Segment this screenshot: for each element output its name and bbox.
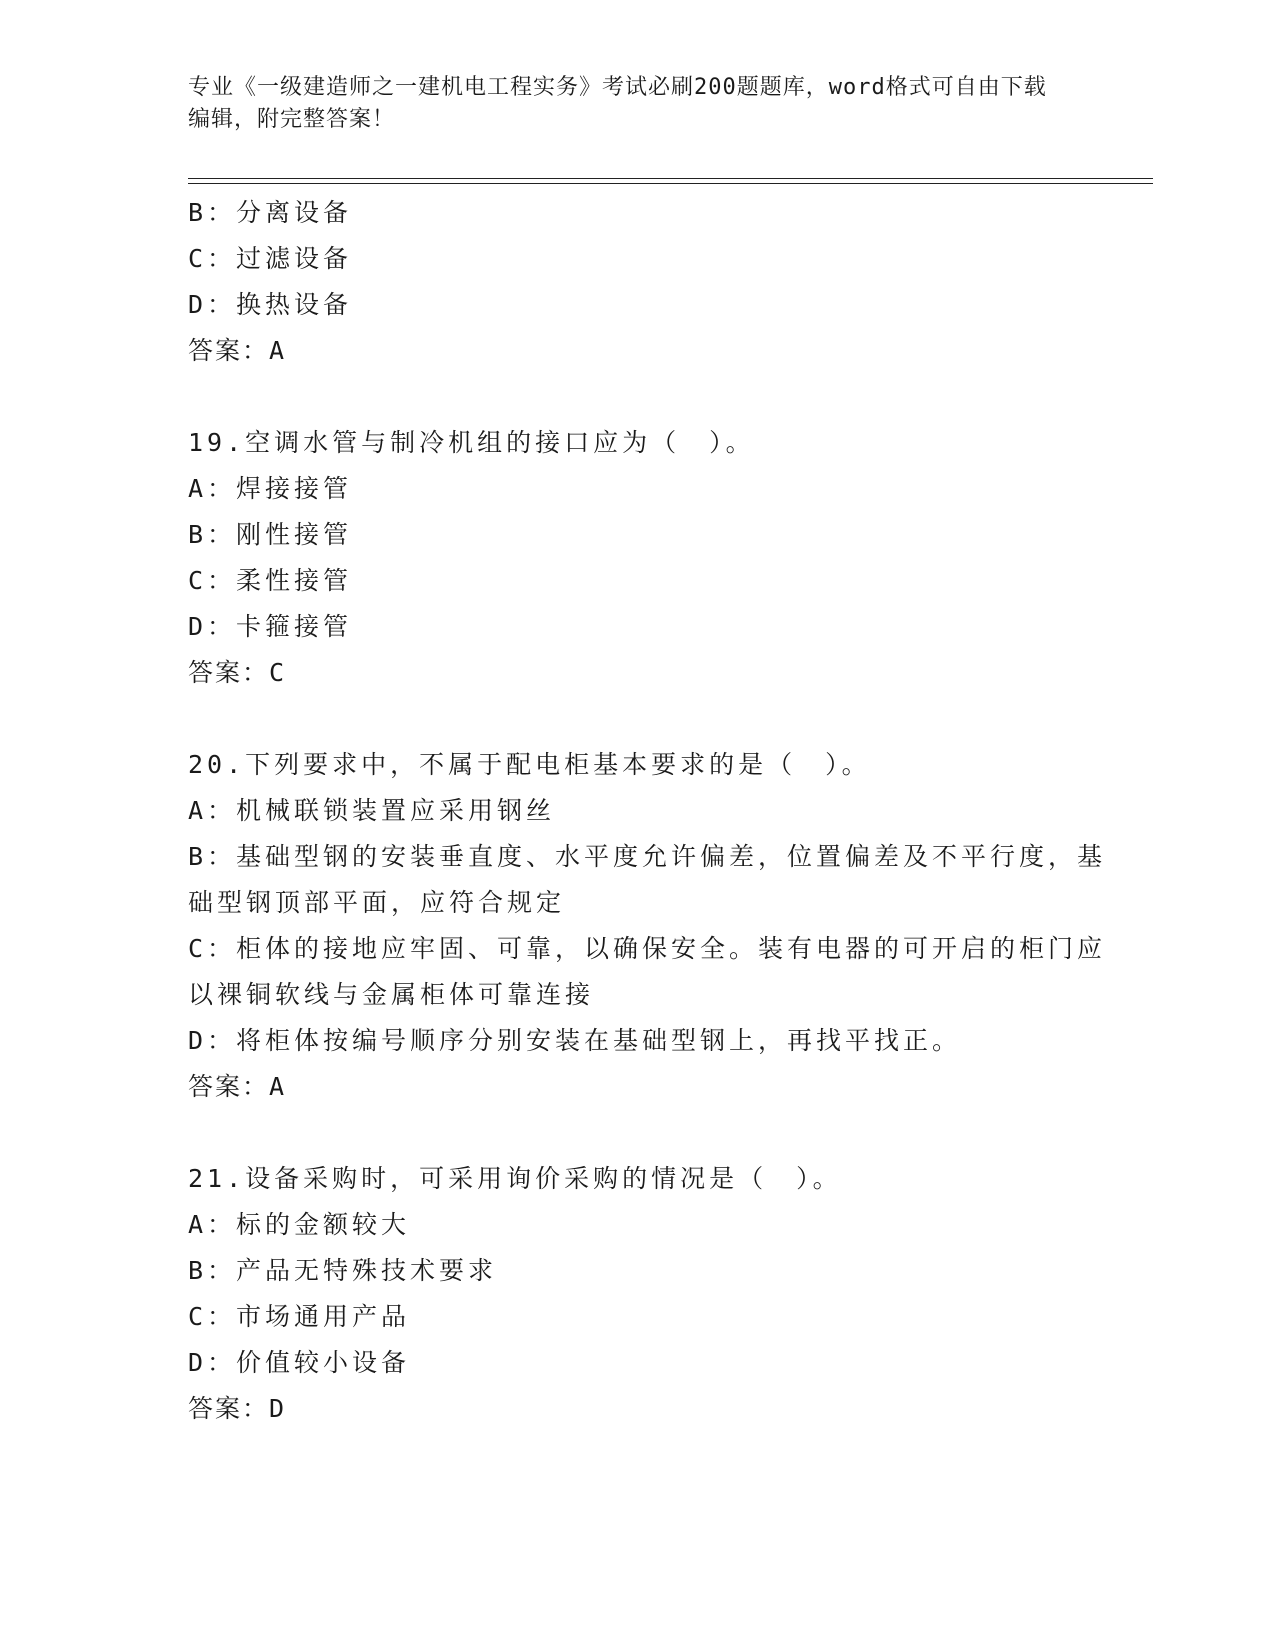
option-d: D：换热设备 [188, 290, 353, 319]
question-stem: 21.设备采购时，可采用询价采购的情况是（ ）。 [188, 1164, 842, 1193]
option-b: B：基础型钢的安装垂直度、水平度允许偏差，位置偏差及不平行度，基础型钢顶部平面，应符合规定 [188, 842, 1107, 917]
question-stem: 19.空调水管与制冷机组的接口应为（ ）。 [188, 428, 755, 457]
option-a: A：焊接接管 [188, 474, 353, 503]
answer-line: 答案：A [188, 336, 287, 365]
header-rule-bottom [188, 183, 1153, 184]
option-d: D：卡箍接管 [188, 612, 353, 641]
document-header: 专业《一级建造师之一建机电工程实务》考试必刷200题题库，word格式可自由下载编辑，附完整答案！ [188, 75, 1047, 132]
question-20 [188, 742, 1108, 1110]
question-stem: 20.下列要求中，不属于配电柜基本要求的是（ ）。 [188, 750, 871, 779]
option-b: B：刚性接管 [188, 520, 353, 549]
option-c: C：市场通用产品 [188, 1302, 411, 1331]
header-rule-top [188, 178, 1153, 179]
question-21 [188, 1156, 1108, 1432]
option-d: D：将柜体按编号顺序分别安装在基础型钢上，再找平找正。 [188, 1026, 962, 1055]
document-body [188, 190, 1108, 1432]
answer-line: 答案：D [188, 1394, 287, 1423]
answer-line: 答案：A [188, 1072, 287, 1101]
question-19 [188, 420, 1108, 696]
answer-line: 答案：C [188, 658, 287, 687]
option-b: B：分离设备 [188, 198, 353, 227]
option-c: C：过滤设备 [188, 244, 353, 273]
option-a: A：标的金额较大 [188, 1210, 411, 1239]
option-d: D：价值较小设备 [188, 1348, 411, 1377]
option-b: B：产品无特殊技术要求 [188, 1256, 498, 1285]
option-c: C：柜体的接地应牢固、可靠，以确保安全。装有电器的可开启的柜门应以裸铜软线与金属柜体可靠连接 [188, 934, 1107, 1009]
option-c: C：柔性接管 [188, 566, 353, 595]
question-18-continued [188, 190, 1108, 374]
option-a: A：机械联锁装置应采用钢丝 [188, 796, 556, 825]
